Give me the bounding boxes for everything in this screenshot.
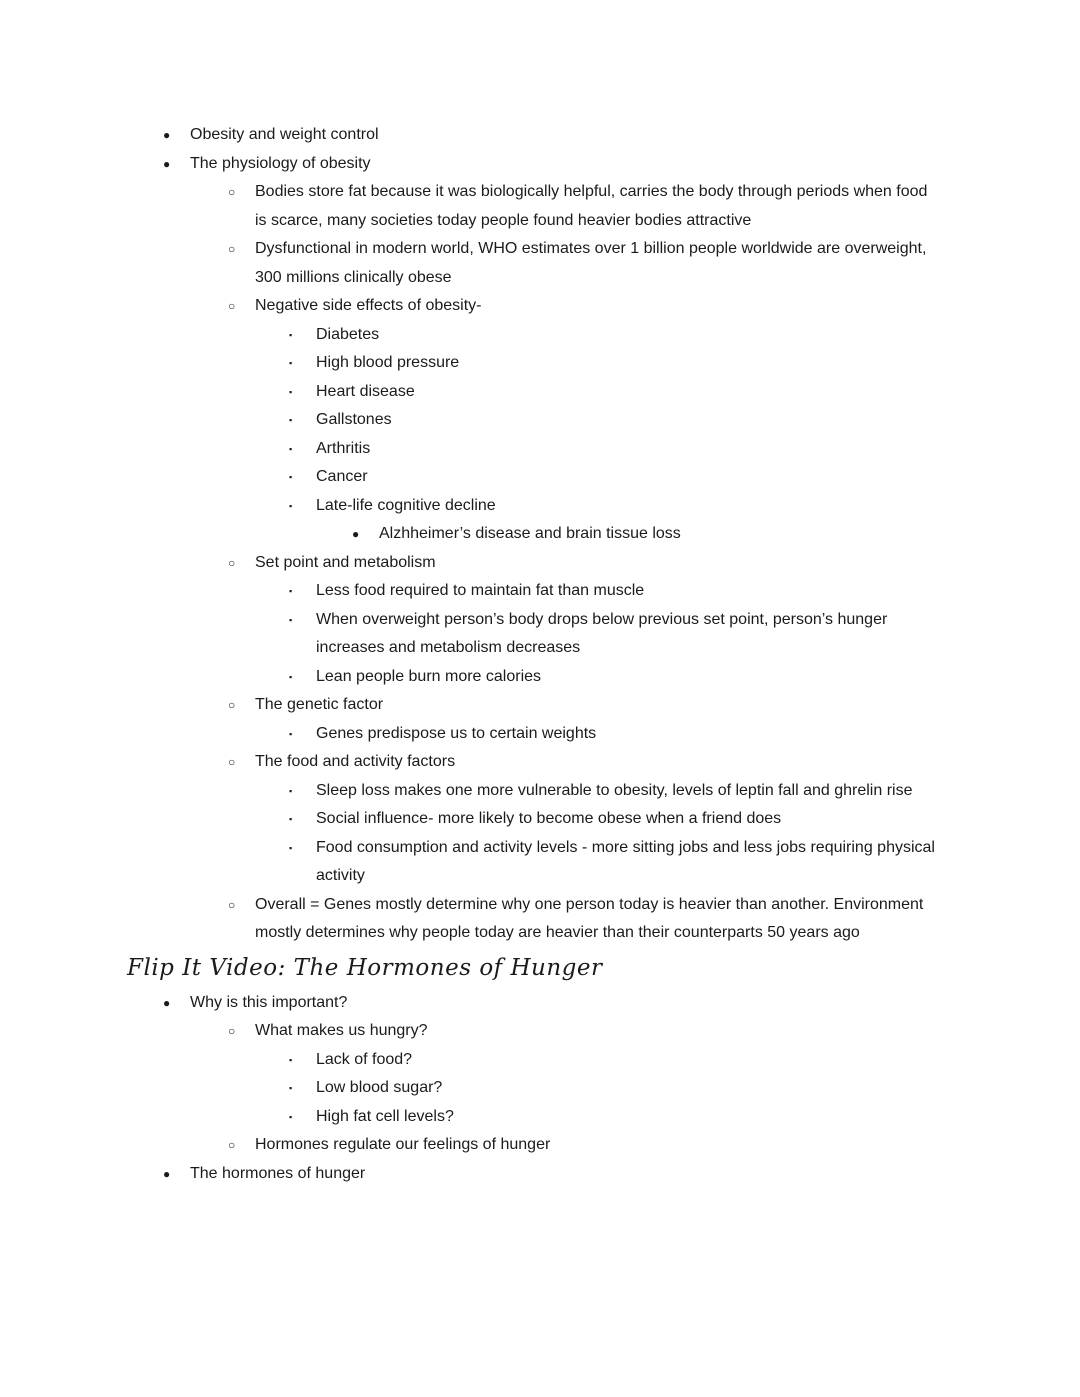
list-item [0,292,938,321]
list-item-text: Why is this important? [190,993,348,1011]
circle-bullet-icon: ○ [228,242,236,256]
list-item [0,1131,938,1160]
list-item-text: Set point and metabolism [255,553,436,571]
list-item-text: Late-life cognitive decline [316,496,496,514]
circle-bullet-icon: ○ [228,185,236,199]
square-bullet-icon: ▪ [289,386,293,397]
list-item [0,663,938,692]
list-item-text: Lack of food? [316,1050,413,1068]
list-item-text: Diabetes [316,325,380,343]
list-item-text: Sleep loss makes one more vulnerable to obesity, levels of leptin fall and ghrelin rise [316,781,913,799]
list-item [0,577,938,606]
square-bullet-icon: ▪ [289,358,293,368]
list-item-text: Cancer [316,468,368,485]
list-item [0,1017,938,1046]
list-item [0,549,938,578]
square-bullet-icon: ▪ [289,586,293,596]
square-bullet-icon: ▪ [289,443,293,454]
disc-bullet-icon: ● [163,128,171,142]
list-item [0,691,938,720]
square-bullet-icon: ▪ [289,785,293,796]
list-item [0,121,938,150]
list-item-text: What makes us hungry? [255,1022,428,1039]
list-item [0,463,938,492]
list-item-text: Low blood sugar? [316,1079,443,1096]
section-heading: Flip It Video: The Hormones of Hunger [127,954,603,981]
list-item-text: The hormones of hunger [190,1164,366,1182]
list-item [0,834,938,891]
list-item [0,891,938,948]
square-bullet-icon: ▪ [289,1083,293,1093]
list-item [0,1046,938,1075]
list-item [0,520,938,549]
disc-bullet-icon: ● [163,156,171,171]
list-item-text: Social influence- more likely to become obese when a friend does [316,810,782,827]
list-item-text: Food consumption and activity levels - more sitting jobs and less jobs requiring physical activity [316,838,935,884]
circle-bullet-icon: ○ [228,897,236,912]
list-item-text: High blood pressure [316,354,460,371]
list-item-text: Alzhheimer’s disease and brain tissue loss [379,525,681,542]
square-bullet-icon: ▪ [289,329,293,340]
list-item-text: High fat cell levels? [316,1107,454,1125]
disc-bullet-icon: ● [163,1166,171,1181]
square-bullet-icon: ▪ [289,415,293,425]
circle-bullet-icon: ○ [228,1138,236,1152]
list-item [0,748,938,777]
circle-bullet-icon: ○ [228,755,236,769]
list-item-text: Gallstones [316,411,392,428]
list-item [0,349,938,378]
list-item-text: The physiology of obesity [190,154,371,172]
list-item-text: Overall = Genes mostly determine why one person today is heavier than another. Environment mostly determines why people today are heavier than their counterparts 50 years ago [255,895,924,941]
circle-bullet-icon: ○ [228,698,236,712]
list-item [0,178,938,235]
disc-bullet-icon: ● [163,995,171,1010]
list-item [0,805,938,834]
list-item-text: Heart disease [316,382,415,400]
list-item-text: The genetic factor [255,696,384,713]
list-item-text: Negative side effects of obesity- [255,297,482,314]
square-bullet-icon: ▪ [289,671,293,682]
list-item [0,150,938,179]
list-item [0,1103,938,1132]
document-body [0,121,938,1188]
list-item-text: Arthritis [316,439,371,457]
list-item [0,378,938,407]
list-item-text: Bodies store fat because it was biologically helpful, carries the body through periods when food is scarce, many societies today people found heavier bodies attractive [255,183,928,229]
list-item-text: Lean people burn more calories [316,667,542,685]
list-item [0,720,938,749]
list-item [0,235,938,292]
list-item [0,777,938,806]
disc-bullet-icon: ● [352,527,360,541]
list-item [0,492,938,521]
circle-bullet-icon: ○ [228,1024,236,1038]
square-bullet-icon: ▪ [289,472,293,482]
list-item [0,1074,938,1103]
square-bullet-icon: ▪ [289,728,293,739]
list-item-text: Dysfunctional in modern world, WHO estimates over 1 billion people worldwide are overweight, 300 millions clinically obese [255,240,927,286]
square-bullet-icon: ▪ [289,1111,293,1122]
square-bullet-icon: ▪ [289,1054,293,1065]
circle-bullet-icon: ○ [228,299,236,313]
list-item-text: The food and activity factors [255,753,456,770]
square-bullet-icon: ▪ [289,500,293,511]
list-item [0,406,938,435]
list-item-text: Less food required to maintain fat than muscle [316,582,645,599]
square-bullet-icon: ▪ [289,614,293,625]
list-item-text: Genes predispose us to certain weights [316,724,597,742]
list-item [0,1160,938,1189]
list-item [0,435,938,464]
list-item-text: Obesity and weight control [190,126,379,143]
list-item [0,989,938,1018]
circle-bullet-icon: ○ [228,555,236,570]
list-item [0,321,938,350]
list-item [0,606,938,663]
list-item-text: Hormones regulate our feelings of hunger [255,1136,551,1153]
square-bullet-icon: ▪ [289,814,293,824]
square-bullet-icon: ▪ [289,842,293,853]
list-item-text: When overweight person’s body drops below previous set point, person’s hunger increases and metabolism decreases [316,610,888,656]
